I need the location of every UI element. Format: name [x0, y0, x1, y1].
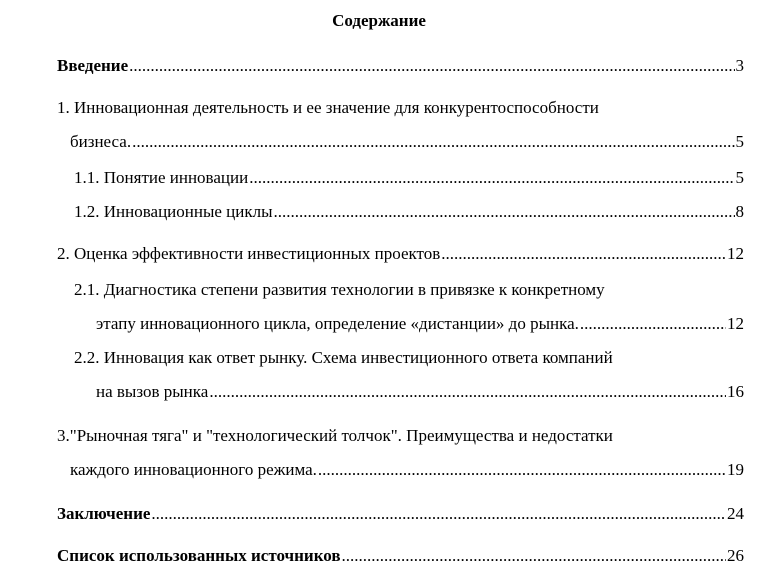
toc-entry-line: 1. Инновационная деятельность и ее значение для конкурентоспособности: [57, 98, 599, 117]
toc-entry-references: [57, 545, 744, 567]
toc-leader: [441, 243, 726, 265]
toc-leader: [249, 167, 734, 189]
toc-leader: [580, 313, 726, 335]
toc-leader: [129, 55, 734, 77]
toc-entry-line: 2.2. Инновация как ответ рынку. Схема инвестиционного ответа компаний: [74, 348, 613, 367]
toc-entry-section-2: [57, 243, 744, 265]
toc-leader: [318, 459, 726, 481]
toc-entry-text: Заключение: [57, 504, 151, 523]
toc-entry-line: 2.1. Диагностика степени развития технологии в привязке к конкретному: [74, 280, 605, 299]
toc-page-number: 19: [727, 460, 744, 479]
toc-leader: [209, 381, 726, 403]
toc-entry-introduction: [57, 55, 744, 77]
toc-leader: [151, 503, 726, 525]
toc-page-number: 8: [735, 202, 744, 221]
toc-page-number: 12: [727, 244, 744, 263]
toc-entry-section-1-1: [74, 167, 744, 189]
toc-leader: [342, 545, 726, 567]
toc-entry-text: на вызов рынка: [96, 382, 209, 401]
toc-page-number: 3: [735, 56, 744, 75]
toc-entry-line: 3."Рыночная тяга" и "технологический толчок". Преимущества и недостатки: [57, 426, 613, 445]
toc-page-number: 12: [727, 314, 744, 333]
toc-entry-text: 2. Оценка эффективности инвестиционных проектов: [57, 244, 441, 263]
toc-page-number: 24: [727, 504, 744, 523]
toc-entry-section-3: [70, 459, 744, 481]
toc-page-number: 26: [727, 546, 744, 565]
toc-entry-text: этапу инновационного цикла, определение «дистанции» до рынка.: [96, 314, 579, 333]
toc-entry-section-2-2: [96, 381, 744, 403]
toc-entry-section-1-2: [74, 201, 744, 223]
toc-leader: [132, 131, 734, 153]
toc-entry-text: Введение: [57, 56, 129, 75]
toc-entry-text: 1.2. Инновационные циклы: [74, 202, 273, 221]
toc-entry-conclusion: [57, 503, 744, 525]
page-title: Содержание: [332, 11, 426, 30]
toc-leader: [274, 201, 735, 223]
toc-entry-text: каждого инновационного режима.: [70, 460, 317, 479]
toc-page-number: 5: [735, 168, 744, 187]
toc-entry-text: 1.1. Понятие инновации: [74, 168, 249, 187]
toc-page-number: 16: [727, 382, 744, 401]
toc-page-number: 5: [735, 132, 744, 151]
toc-entry-text: Список использованных источников: [57, 546, 341, 565]
toc-entry-section-1: [70, 131, 744, 153]
toc-entry-section-2-1: [96, 313, 744, 335]
toc-entry-text: бизнеса.: [70, 132, 132, 151]
